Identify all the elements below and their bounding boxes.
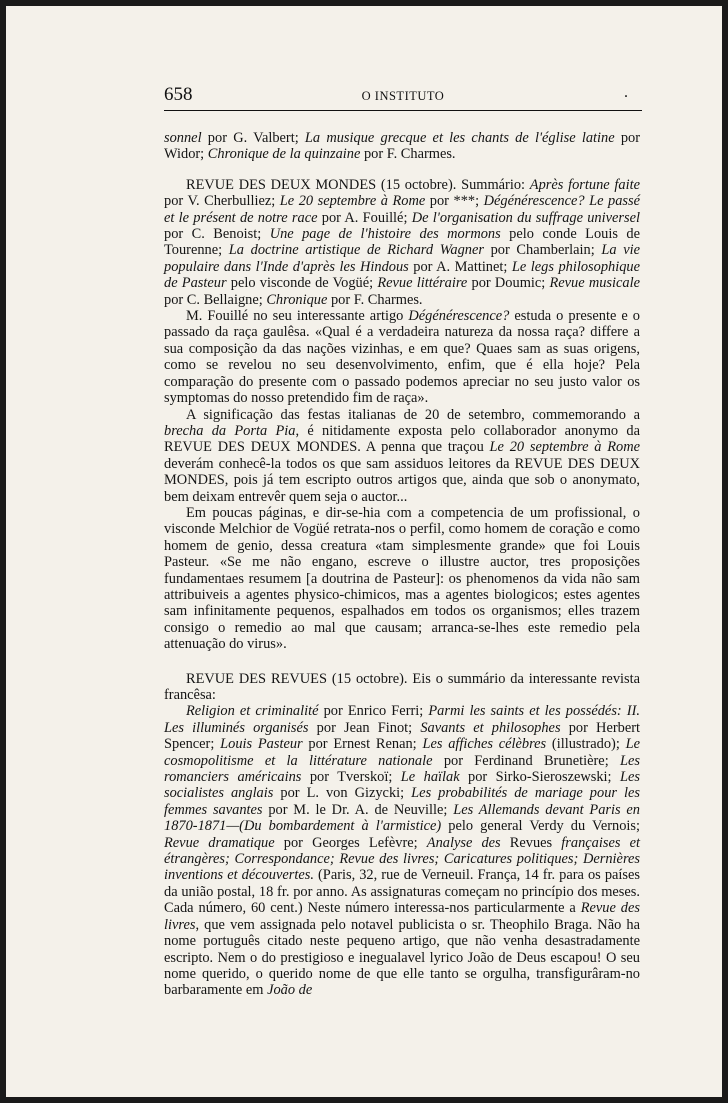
text-run: por Ernest Renan; (302, 736, 423, 753)
text-run: Em poucas páginas, e dir-se-hia com a competencia de um profissional, o visconde Melchior de Vogüé retrata-nos o perfil, como homem de coração e como homem de genio, dessa creatura «tam simplesmente grande» que foi Louis Pasteur. «Se me não engano, escreve o illustre auctor, tres proposições fundamentaes resumem [a doutrina de Pasteur]: os phenomenos da vida não sam attribuiveis a agentes physico-chimicos, mas a agentes biologicos; estes agentes sam infinitamente pequenos, espalhados em todos os organismos; elles trazem consigo o remedio ao mal que causam; arranca-se-lhes este remedio pela attenuação do virus». (164, 504, 640, 653)
italic-text-run: La doctrine artistique de Richard Wagner (228, 242, 484, 259)
italic-text-run: João de (267, 982, 313, 999)
paragraph (164, 671, 640, 704)
italic-text-run: Les affiches célèbres (422, 736, 547, 753)
italic-text-run: Dégénérescence? Le passé et le présent de notre race (164, 193, 640, 226)
italic-text-run: Revue dramatique (164, 834, 275, 851)
text-run: por Doumic; (467, 275, 550, 292)
italic-text-run: Dégénérescence? (408, 308, 510, 325)
italic-text-run: Les socialistes anglais (164, 769, 640, 802)
italic-text-run: Analyse des (426, 834, 501, 851)
text-run: por F. Charmes. (360, 146, 456, 163)
italic-text-run: françaises et étrangères; Correspondance; Revue des livres; Caricatures politiques; Dernières inventions et découvertes. (164, 834, 640, 884)
italic-text-run: Les Allemands devant Paris en 1870-1871—(Du bombardement à l'armistice) (164, 801, 640, 835)
text-run: por Widor; (164, 130, 640, 163)
italic-text-run: Revue musicale (549, 275, 640, 292)
text-run: , que vem assignada pelo notavel publicista o sr. Theophilo Braga. Não ha nome português citado neste pequeno artigo, que não venha desastradamente escripto. Nem o do prestigioso e inegualavel lyrico João de Deus escapou! O seu nome querido, o querido nome de que elle tanto se orgulha, transfigurâram-no barbaramente em (164, 916, 640, 999)
body-text (164, 130, 640, 999)
text-run: por C. Benoist; (164, 226, 270, 243)
text-run: por Tverskoï; (301, 769, 401, 786)
paragraph (164, 130, 640, 163)
italic-text-run: Revue littéraire (377, 275, 468, 292)
text-run: deverám conhecê-la todos os que sam assiduos leitores da REVUE DES DEUX MONDES, pois já tem escripto outros artigos que, ainda que sob o anonymato, bem deixam entrevêr quem seja o auctor... (164, 455, 640, 505)
italic-text-run: Après fortune faite (529, 176, 641, 193)
text-run: por Georges Lefèvre; (274, 834, 427, 851)
paragraph (164, 407, 640, 505)
italic-text-run: Les romanciers américains (164, 752, 640, 786)
text-run: por F. Charmes. (327, 291, 423, 308)
text-run: pelo visconde de Vogüé; (226, 275, 378, 292)
text-run: por Sirko-Sieroszewski; (459, 769, 620, 786)
text-run: REVUE DES DEUX MONDES (15 octobre). Summário: (186, 176, 530, 193)
italic-text-run: Parmi les saints et les possédés: II. Les illuminés organisés (164, 703, 640, 736)
text-run: por Chamberlain; (483, 242, 602, 259)
italic-text-run: Le 20 septembre à Rome (489, 439, 640, 456)
text-run: por ***; (425, 193, 484, 210)
text-run: pelo conde Louis de Tourenne; (164, 226, 640, 259)
text-run: por Ferdinand Brunetière; (432, 752, 620, 769)
italic-text-run: Savants et philosophes (420, 719, 561, 736)
italic-text-run: Louis Pasteur (220, 736, 303, 753)
text-run: por Enrico Ferri; (318, 703, 429, 720)
italic-text-run: Le 20 septembre à Rome (279, 193, 426, 210)
italic-text-run: Une page de l'histoire des mormons (269, 226, 501, 243)
italic-text-run: brecha da Porta Pia (164, 422, 296, 439)
text-run: por M. le Dr. A. de Neuville; (262, 801, 454, 818)
text-run: por A. Fouillé; (317, 209, 412, 226)
text-run: , é nitidamente exposta pelo collaborador anonymo da REVUE DES DEUX MONDES. A penna que traçou (164, 422, 640, 456)
text-run: por Herbert Spencer; (164, 719, 640, 753)
paragraph (164, 703, 640, 998)
text-run: (illustrado); (546, 736, 626, 753)
header-rule (164, 110, 642, 111)
text-run: por C. Bellaigne; (164, 291, 267, 308)
page-header (164, 84, 642, 110)
page-number: 658 (164, 84, 193, 105)
italic-text-run: Religion et criminalité (186, 703, 319, 720)
italic-text-run: De l'organisation du suffrage universel (411, 209, 640, 226)
text-run: REVUE DES REVUES (15 octobre). Eis o summário da interessante revista francêsa: (164, 670, 640, 703)
text-run: estuda o presente e o passado da raça gaulêsa. «Qual é a verdadeira natureza da nossa raça? differe a sua composição da das nações vizinhas, e em que? Quaes sam as suas origens, como se revelou no seu desenvolvimento, enfim, que é ella hoje? Pela comparação do presente com o passado podemos apreciar no seu justo valor os symptomas do nosso pretendido fim de raça». (164, 308, 640, 407)
text-run: (Paris, 32, rue de Verneuil. França, 14 fr. para os países da união postal, 18 fr. por anno. As assignaturas começam no princípio dos meses. Cada número, 60 cent.) Neste número interessa-nos particularmente a (164, 867, 640, 917)
header-dot: . (624, 84, 628, 101)
text-run: por G. Valbert; (201, 130, 305, 146)
text-run: Revues (500, 834, 562, 851)
italic-text-run: Chronique de la quinzaine (207, 146, 361, 163)
text-run: M. Fouillé no seu interessante artigo (186, 308, 409, 325)
italic-text-run: Chronique (266, 291, 328, 308)
book-page (6, 6, 722, 1097)
text-run: pelo general Verdy du Vernois; (441, 818, 640, 835)
italic-text-run: Le cosmopolitisme et la littérature nationale (164, 736, 641, 769)
text-run: por L. von Gizycki; (273, 785, 412, 802)
italic-text-run: Le legs philosophique de Pasteur (164, 258, 641, 292)
italic-text-run: La musique grecque et les chants de l'église latine (304, 130, 615, 146)
italic-text-run: Le haïlak (400, 769, 460, 786)
text-run: A significação das festas italianas de 20 de setembro, commemorando a (186, 406, 640, 423)
text-run: por V. Cherbulliez; (164, 193, 280, 210)
text-run: por Jean Finot; (308, 719, 421, 736)
italic-text-run: Revue des livres (164, 900, 640, 933)
paragraph (164, 177, 640, 308)
paragraph (164, 308, 640, 406)
italic-text-run: sonnel (164, 130, 202, 146)
italic-text-run: Les probabilités de mariage pour les femmes savantes (164, 785, 640, 818)
text-run: por A. Mattinet; (408, 258, 512, 275)
italic-text-run: La vie populaire dans l'Inde d'après les Hindous (164, 242, 641, 275)
paragraph (164, 505, 640, 653)
running-title: O INSTITUTO (361, 89, 445, 103)
